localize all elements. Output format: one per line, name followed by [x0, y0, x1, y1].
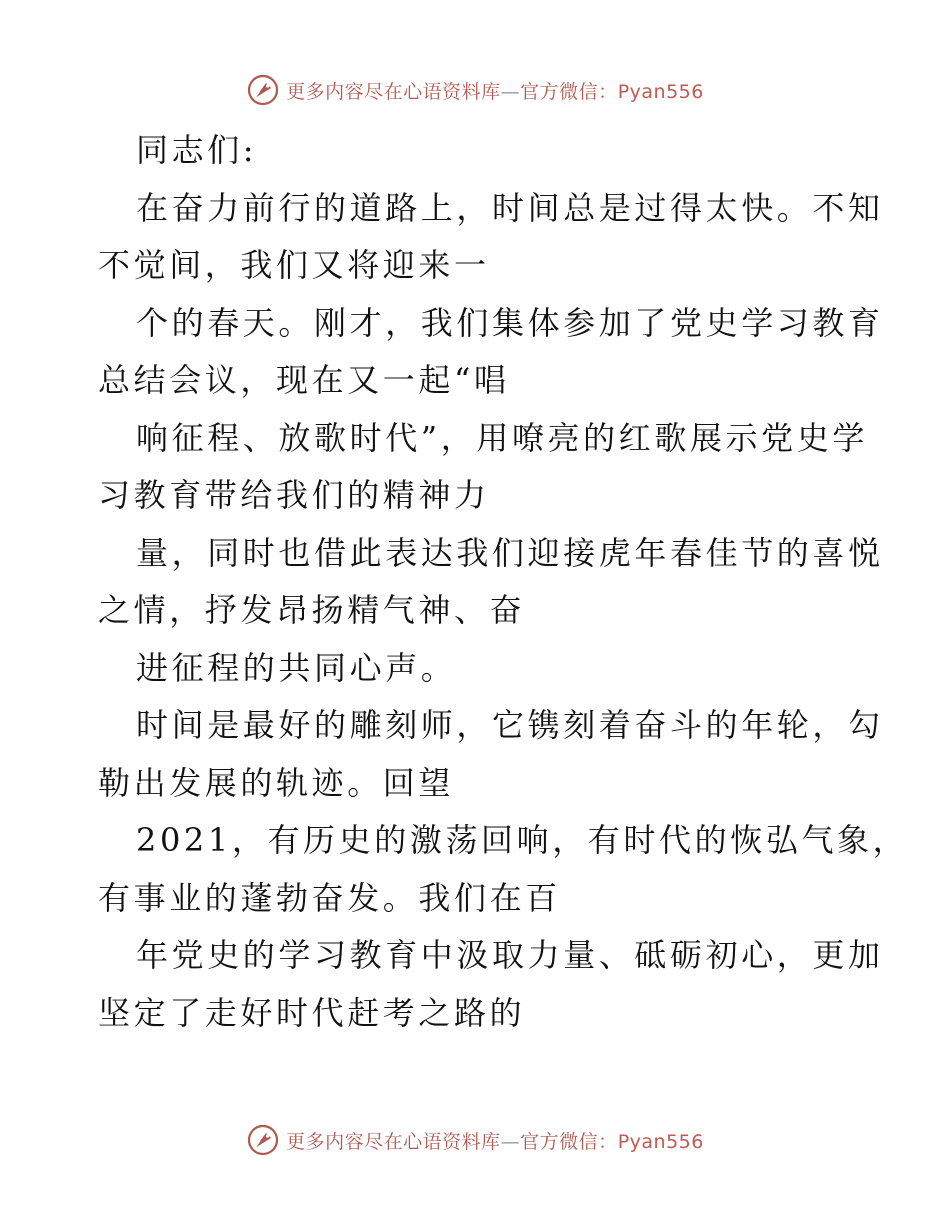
text-line: 量，同时也借此表达我们迎接虎年春佳节的喜悦	[136, 533, 884, 572]
text-line: 同志们:	[136, 131, 258, 169]
header-banner-text: 更多内容尽在心语资料库—官方微信：Pyan556	[286, 80, 704, 103]
text-line: 总结会议，现在又一起“唱	[98, 361, 510, 399]
text-line: 有事业的蓬勃奋发。我们在百	[98, 878, 561, 917]
text-line: 不觉间，我们又将迎来一	[98, 246, 490, 284]
text-line: 之情，抒发昂扬精气神、奋	[98, 591, 526, 629]
footer-banner	[0, 1120, 950, 1160]
text-line: 勒出发展的轨迹。回望	[98, 763, 455, 802]
text-line: 坚定了走好时代赶考之路的	[98, 993, 526, 1032]
wechat-id: Pyan556	[617, 80, 704, 103]
text-line: 响征程、放歌时代”，用嘹亮的红歌展示党史学	[136, 418, 868, 457]
document-body	[98, 122, 909, 1042]
text-line: 个的春天。刚才，我们集体参加了党史学习教育	[136, 303, 884, 342]
text-line: 在奋力前行的道路上，时间总是过得太快。不知	[136, 188, 884, 227]
text-line: 2021，有历史的激荡回响，有时代的恢弘气象，	[136, 821, 909, 859]
text-line: 年党史的学习教育中汲取力量、砥砺初心，更加	[136, 936, 884, 974]
wechat-id: Pyan556	[617, 1130, 704, 1153]
text-line: 时间是最好的雕刻师，它镌刻着奋斗的年轮，勾	[136, 706, 884, 744]
pen-nib-logo-icon	[246, 73, 280, 107]
text-line: 习教育带给我们的精神力	[98, 476, 490, 514]
header-banner	[0, 70, 950, 110]
pen-nib-logo-icon	[246, 1123, 280, 1157]
text-line: 进征程的共同心声。	[136, 648, 457, 687]
footer-banner-text: 更多内容尽在心语资料库—官方微信：Pyan556	[286, 1130, 704, 1153]
